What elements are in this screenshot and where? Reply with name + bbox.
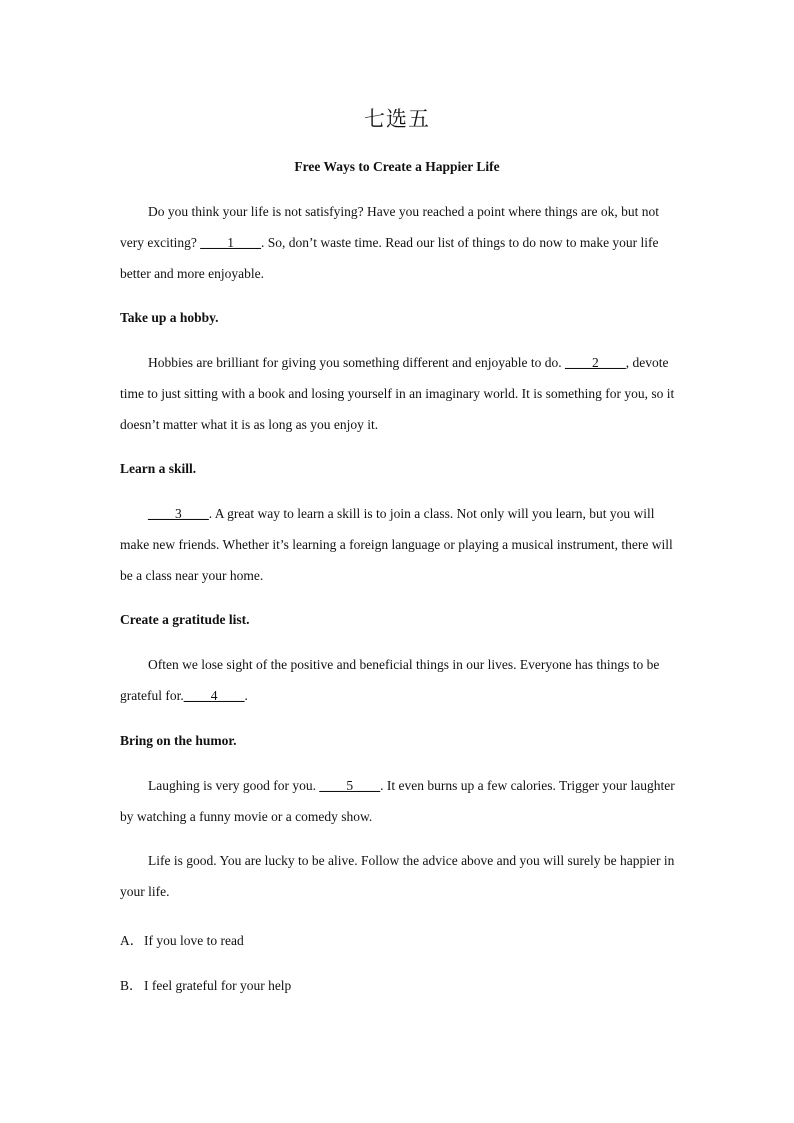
blank-4: ____4____ <box>183 688 245 703</box>
blank-5: ____5____ <box>319 778 381 793</box>
option-label: A． <box>120 933 144 948</box>
option-text: If you love to read <box>144 933 244 948</box>
blank-1: ____1____ <box>200 235 261 250</box>
section-paragraph-hobby <box>120 347 675 440</box>
option-b <box>120 974 291 994</box>
option-a <box>120 929 244 949</box>
section-paragraph-skill <box>120 498 675 591</box>
paragraph-text-after: . It even burns up a few calories. Trigger your laughter by watching a funny movie or a comedy show. <box>120 778 675 824</box>
article-title: Free Ways to Create a Happier Life <box>294 159 500 174</box>
page-title: 七选五 <box>364 107 430 131</box>
intro-text-before: Do you think your life is not satisfying? Have you reached a point where things are ok, but not very exciting? <box>120 204 660 250</box>
option-label: B． <box>120 978 143 993</box>
blank-3: ____3____ <box>148 506 209 521</box>
blank-2: ____2____ <box>565 355 626 370</box>
paragraph-text-after: . A great way to learn a skill is to join a class. Not only will you learn, but you will make new friends. Whether it’s learning a foreign language or playing a musical instrument, there will be a class near your home. <box>120 506 673 583</box>
paragraph-text-before: Hobbies are brilliant for giving you something different and enjoyable to do. <box>148 355 566 370</box>
paragraph-text-after: , devote time to just sitting with a book and losing yourself in an imaginary world. It is something for you, so it doesn’t matter what it is as long as you enjoy it. <box>120 355 675 432</box>
paragraph-text-before: Often we lose sight of the positive and beneficial things in our lives. Everyone has things to be grateful for. <box>120 657 660 703</box>
intro-paragraph <box>120 196 675 289</box>
section-heading-humor: Bring on the humor. <box>120 733 237 748</box>
section-heading-hobby: Take up a hobby. <box>120 310 219 325</box>
option-text: I feel grateful for your help <box>144 978 292 993</box>
section-heading-gratitude: Create a gratitude list. <box>120 612 250 627</box>
conclusion-paragraph: Life is good. You are lucky to be alive. Follow the advice above and you will surely be happier in your life. <box>120 853 675 899</box>
paragraph-text-after: . <box>244 688 248 703</box>
paragraph-text-before: Laughing is very good for you. <box>148 778 320 793</box>
intro-text-after: . So, don’t waste time. Read our list of things to do now to make your life better and more enjoyable. <box>120 235 659 281</box>
section-paragraph-gratitude <box>120 649 675 711</box>
section-paragraph-humor <box>120 770 675 832</box>
section-heading-skill: Learn a skill. <box>120 461 197 476</box>
